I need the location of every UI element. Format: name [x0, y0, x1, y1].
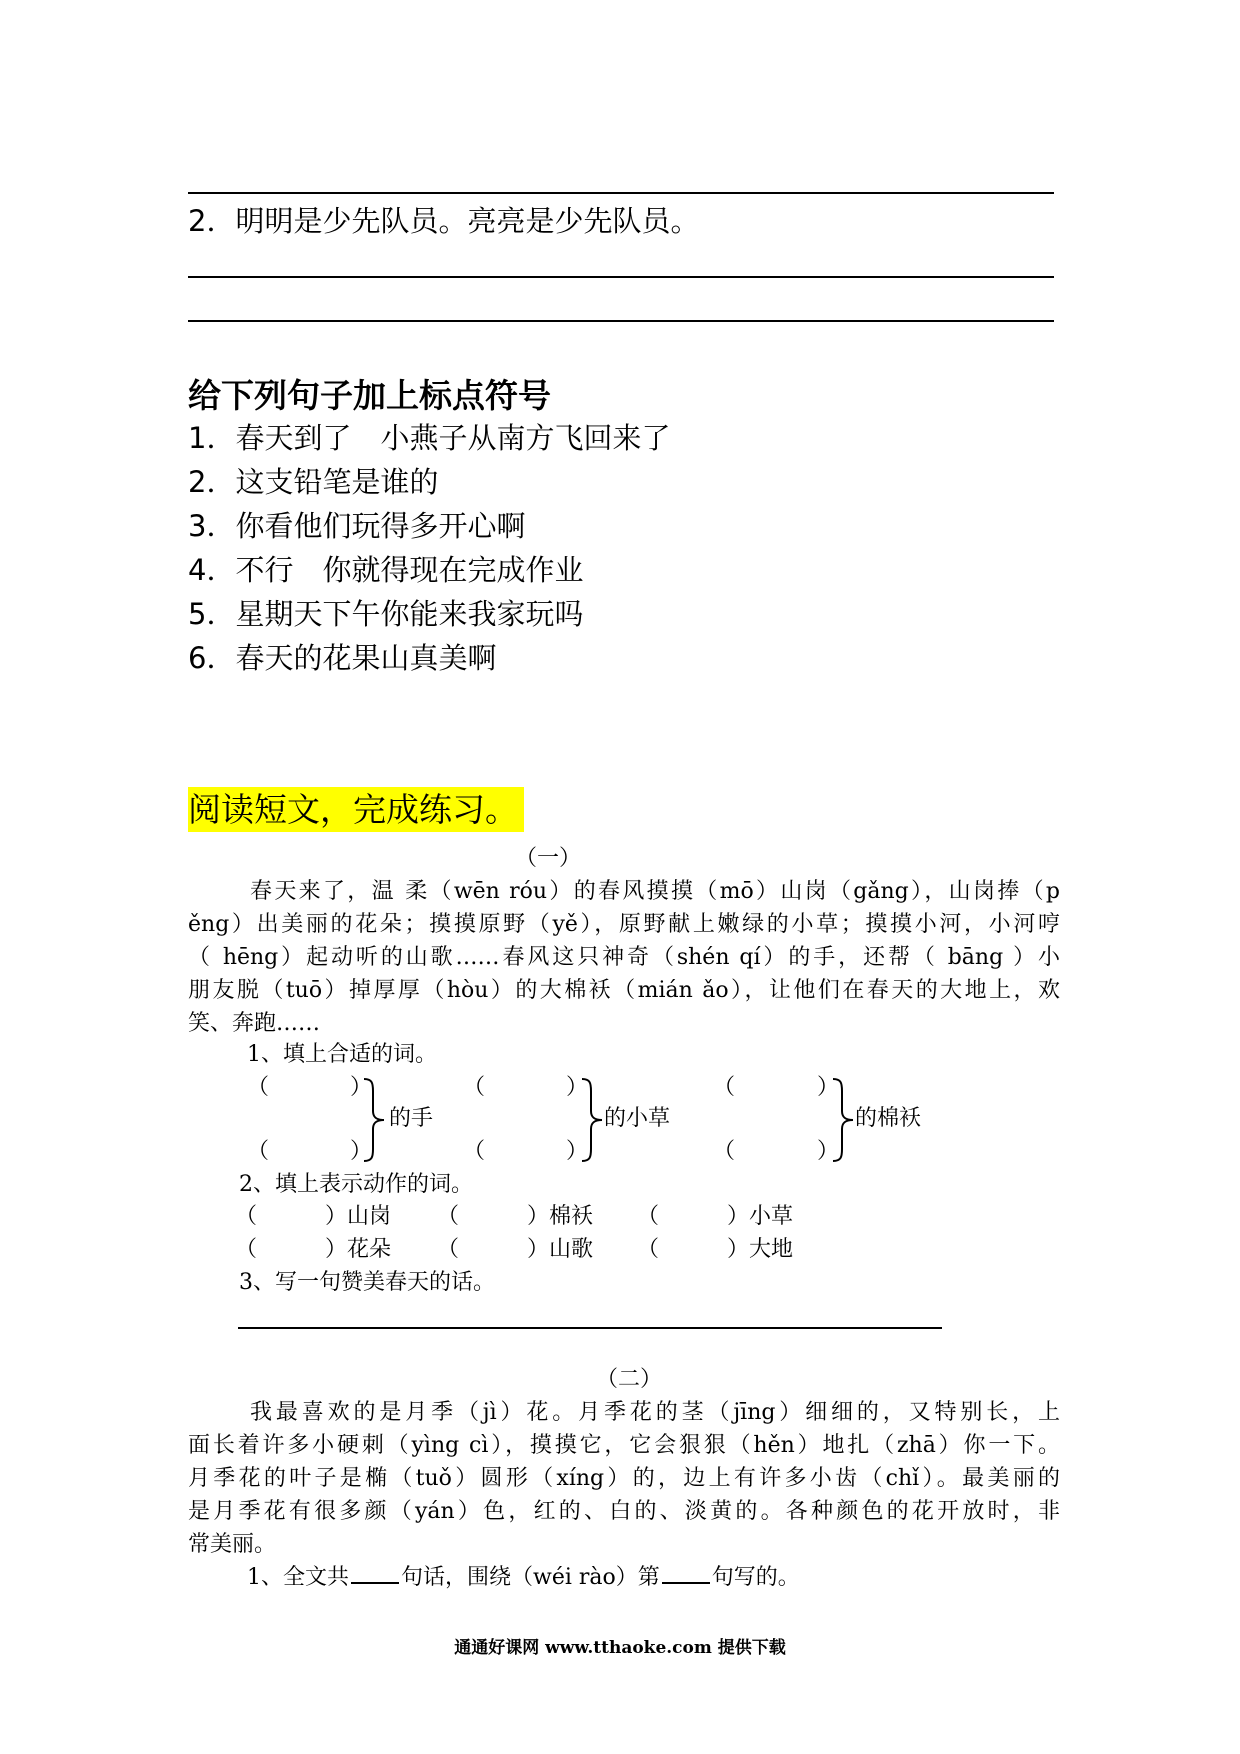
fill-blank-line: [662, 1562, 710, 1584]
fill-suffix-coat: 的棉袄: [855, 1106, 922, 1131]
right-brace-icon: [362, 1077, 386, 1163]
fill-blank-line: [351, 1562, 399, 1584]
passage-line: 月季花的叶子是椭（tuǒ）圆形（xíng）的，边上有许多小齿（chǐ）。最美丽的: [188, 1466, 1060, 1491]
answer-line-question-3: [238, 1327, 942, 1329]
passage-1-question-1: 1、填上合适的词。: [247, 1042, 437, 1067]
passage-line: 朋友脱（tuō）掉厚厚（hòu）的大棉袄（mián ǎo），让他们在春天的大地上，欢: [188, 978, 1060, 1003]
passage-2-text: [188, 1396, 1060, 1561]
blank-close-paren: ）: [350, 1139, 373, 1164]
blank-close-paren: ）: [817, 1139, 840, 1164]
action-word-item: [235, 1233, 391, 1266]
action-word-noun: 棉袄: [549, 1204, 594, 1229]
action-word-row: [0, 1200, 1240, 1233]
action-word-row: [0, 1233, 1240, 1266]
action-word-noun: 山岗: [347, 1204, 392, 1229]
action-word-item: [235, 1200, 391, 1233]
blank-open-paren: （: [247, 1139, 270, 1164]
page-footer: 通通好课网 www.tthaoke.com 提供下载: [454, 1638, 786, 1658]
reading-section-title: 阅读短文，完成练习。: [188, 787, 524, 832]
passage-2-label: （二）: [596, 1367, 663, 1392]
action-word-item: [437, 1233, 593, 1266]
action-word-item: [637, 1200, 793, 1233]
action-word-item: [437, 1200, 593, 1233]
blank-close-paren: ）: [325, 1204, 348, 1229]
passage-1-question-3: 3、写一句赞美春天的话。: [239, 1270, 495, 1295]
punctuation-item: 6．春天的花果山真美啊: [188, 641, 497, 675]
blank-open-paren: （: [247, 1075, 270, 1100]
punctuation-list: [188, 416, 670, 680]
passage-1-label: （一）: [515, 846, 582, 871]
action-word-noun: 大地: [749, 1237, 794, 1262]
blank-open-paren: （: [637, 1204, 660, 1229]
action-word-item: [637, 1233, 793, 1266]
punctuation-item: 2．这支铅笔是谁的: [188, 465, 439, 499]
passage-line: 面长着许多小硬刺（yìng cì），摸摸它，它会狠狠（hěn）地扎（zhā）你一下。: [188, 1433, 1060, 1458]
right-brace-icon: [831, 1077, 855, 1163]
blank-open-paren: （: [637, 1237, 660, 1262]
question-text-after: 句写的。: [711, 1565, 800, 1590]
answer-line-2: [188, 320, 1054, 322]
passage-1-text: [188, 875, 1060, 1040]
blank-close-paren: ）: [325, 1237, 348, 1262]
blank-open-paren: （: [713, 1075, 736, 1100]
right-brace-icon: [580, 1077, 604, 1163]
passage-1-question-2: 2、填上表示动作的词。: [239, 1172, 473, 1197]
blank-close-paren: ）: [527, 1204, 550, 1229]
question-text-middle: 句话，围绕（wéi rào）第: [401, 1565, 660, 1590]
action-word-noun: 山歌: [549, 1237, 594, 1262]
question-text-before: 1、全文共: [247, 1565, 349, 1590]
punctuation-item: 1．春天到了 小燕子从南方飞回来了: [188, 421, 671, 455]
blank-close-paren: ）: [817, 1075, 840, 1100]
passage-line: 是月季花有很多颜（yán）色，红的、白的、淡黄的。各种颜色的花开放时，非: [188, 1499, 1060, 1524]
blank-open-paren: （: [235, 1237, 258, 1262]
blank-close-paren: ）: [727, 1204, 750, 1229]
fill-suffix-hand: 的手: [389, 1106, 434, 1131]
blank-close-paren: ）: [527, 1237, 550, 1262]
blank-close-paren: ）: [566, 1139, 589, 1164]
passage-line: 笑、奔跑……: [188, 1011, 321, 1036]
passage-2-question-1: [247, 1561, 800, 1594]
punctuation-item: 4．不行 你就得现在完成作业: [188, 553, 584, 587]
action-word-noun: 花朵: [347, 1237, 392, 1262]
passage-line: 常美丽。: [188, 1532, 277, 1557]
answer-line-1: [188, 276, 1054, 278]
blank-open-paren: （: [713, 1139, 736, 1164]
blank-open-paren: （: [235, 1204, 258, 1229]
passage-line: 我最喜欢的是月季（jì）花。月季花的茎（jīng）细细的，又特别长，上: [250, 1400, 1060, 1425]
blank-open-paren: （: [463, 1139, 486, 1164]
blank-open-paren: （: [437, 1204, 460, 1229]
punctuation-section-title: 给下列句子加上标点符号: [188, 376, 551, 415]
fill-suffix-grass: 的小草: [604, 1106, 671, 1131]
action-word-noun: 小草: [749, 1204, 794, 1229]
passage-line: ěng）出美丽的花朵；摸摸原野（yě），原野献上嫩绿的小草；摸摸小河，小河哼: [188, 912, 1060, 937]
punctuation-item: 5．星期天下午你能来我家玩吗: [188, 597, 584, 631]
rewrite-sentence-2: 2．明明是少先队员。亮亮是少先队员。: [188, 204, 700, 238]
punctuation-item: 3．你看他们玩得多开心啊: [188, 509, 526, 543]
answer-line-top: [188, 192, 1054, 194]
passage-line: 春天来了，温 柔（wēn róu）的春风摸摸（mō）山岗（gǎng），山岗捧（p: [250, 879, 1060, 904]
blank-open-paren: （: [463, 1075, 486, 1100]
blank-close-paren: ）: [566, 1075, 589, 1100]
blank-close-paren: ）: [727, 1237, 750, 1262]
blank-open-paren: （: [437, 1237, 460, 1262]
passage-line: （ hēng）起动听的山歌……春风这只神奇（shén qí）的手，还帮（ bāng ）小: [188, 945, 1060, 970]
blank-close-paren: ）: [350, 1075, 373, 1100]
